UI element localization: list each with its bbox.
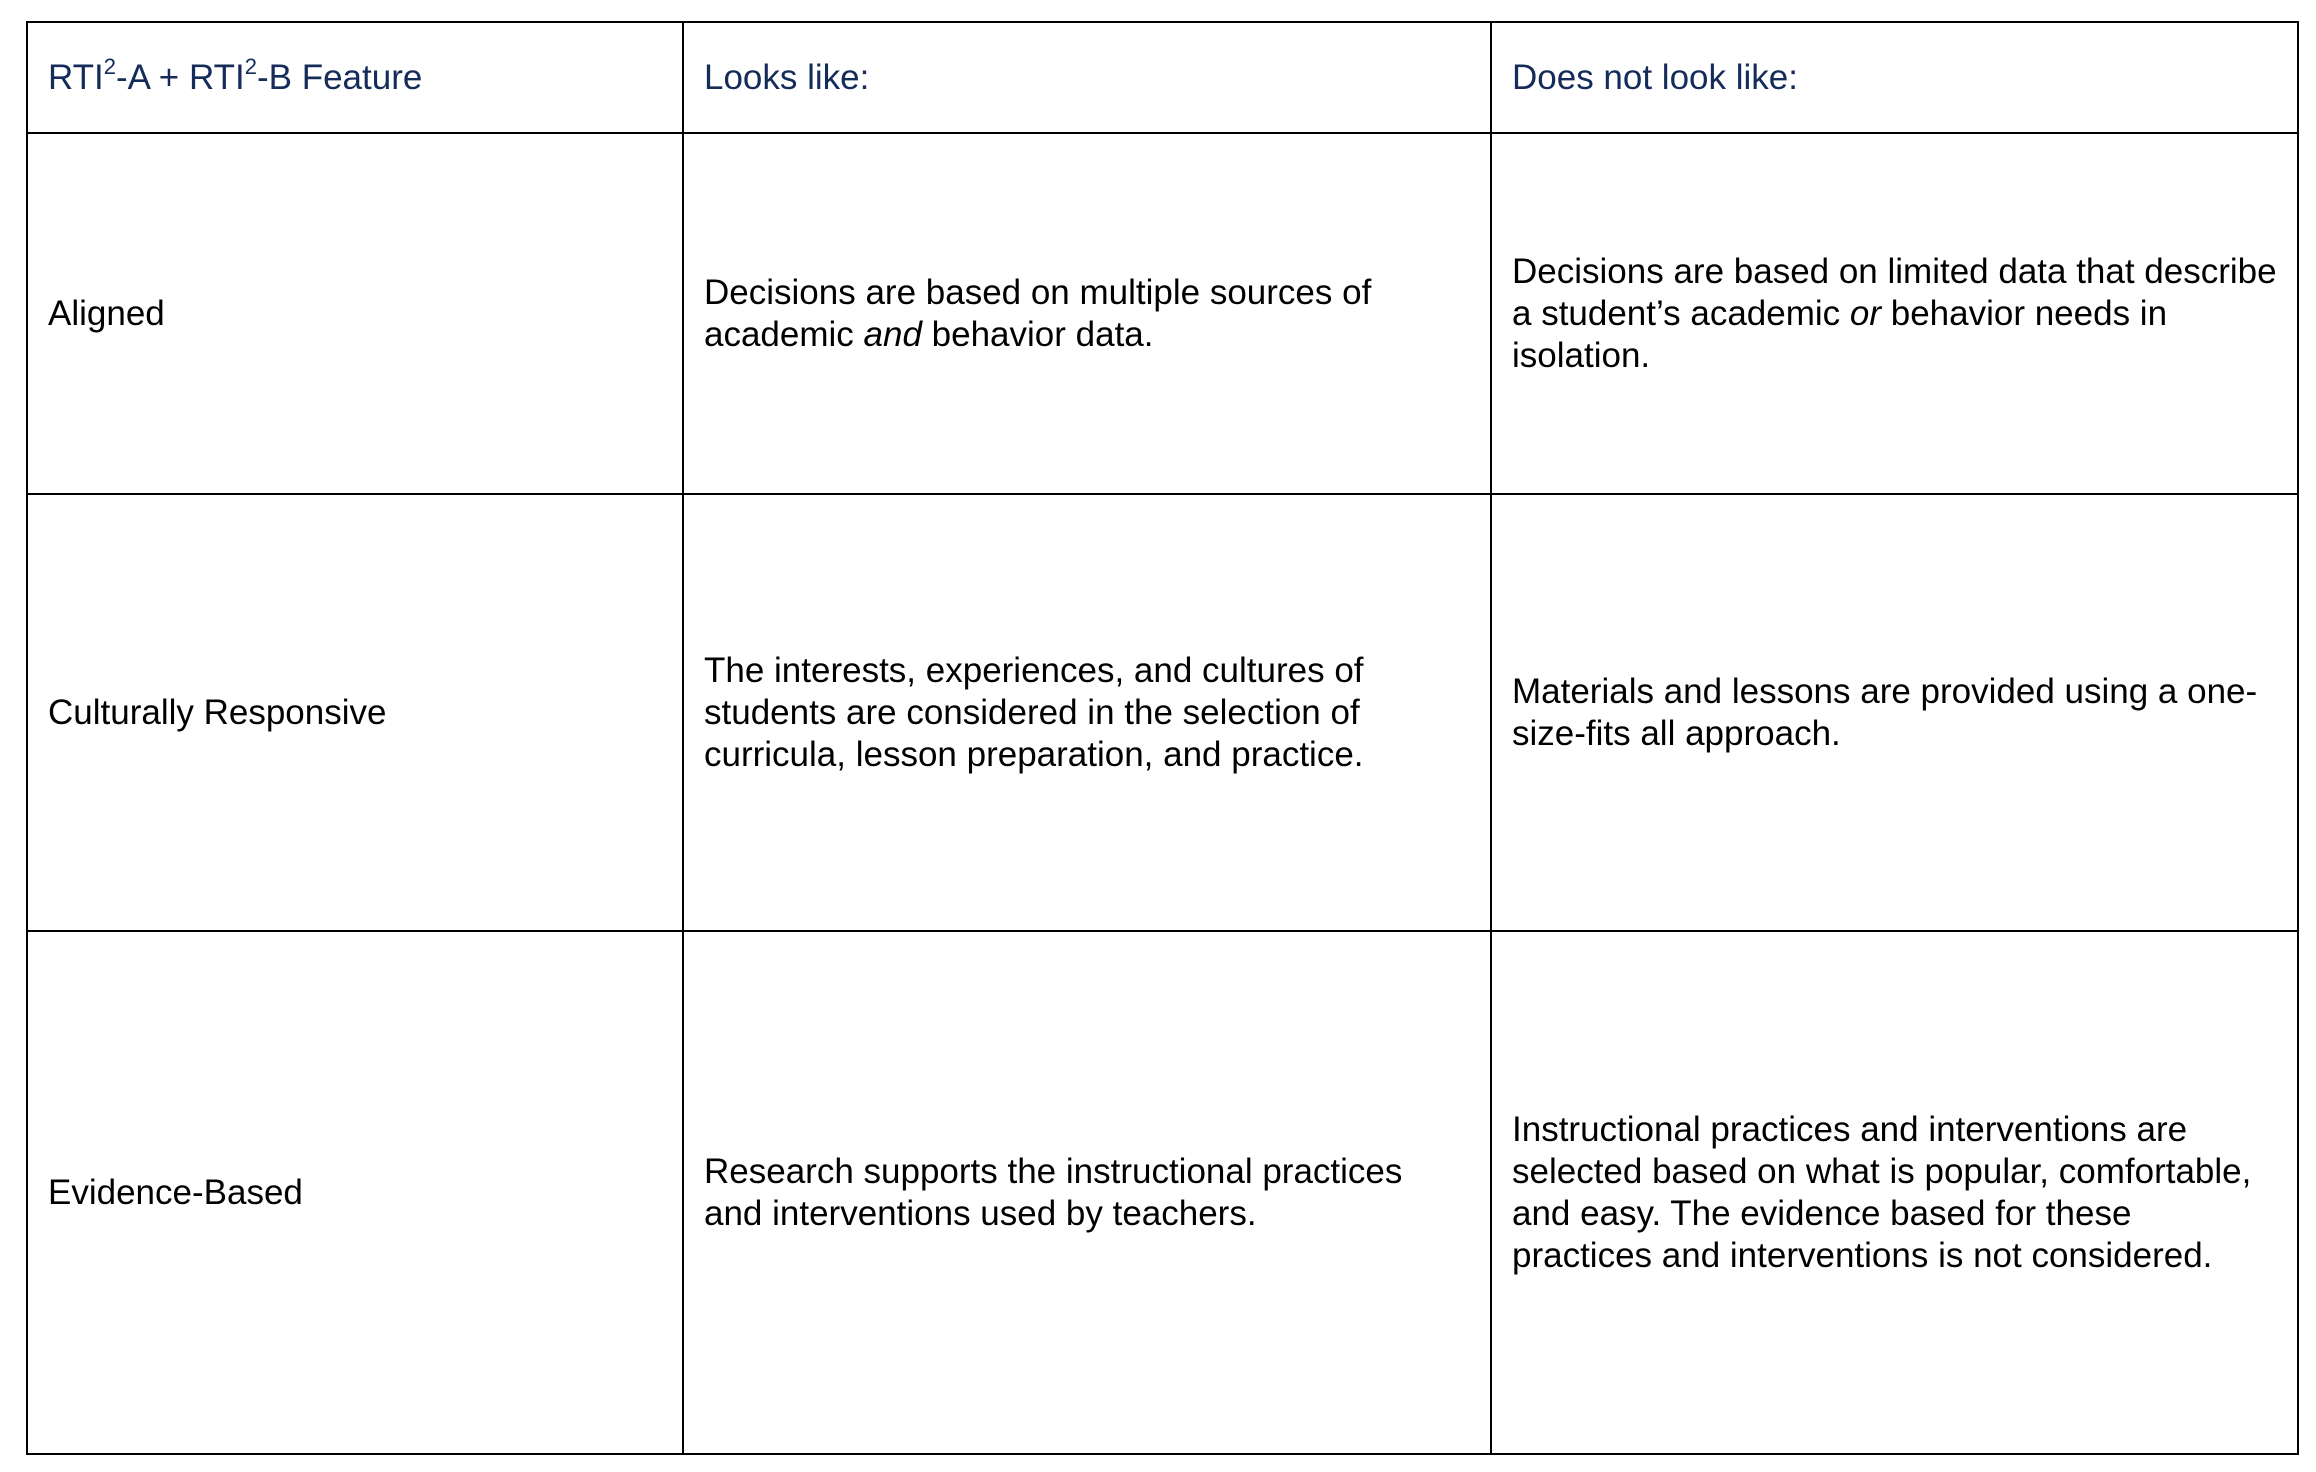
feature-aligned: Aligned bbox=[27, 133, 683, 494]
does-not-look-like-aligned-text-end: behavior needs in isolation. bbox=[1512, 293, 2168, 375]
table-row bbox=[27, 931, 2298, 1454]
header-feature-part3: -B Feature bbox=[256, 57, 423, 97]
does-not-look-like-evidence-based: Instructional practices and interventions are selected based on what is popular, comfortable, and easy. The evidence based for these practices and interventions is not considered. bbox=[1491, 931, 2298, 1454]
does-not-look-like-culturally-responsive: Materials and lessons are provided using a one-size-fits all approach. bbox=[1491, 494, 2298, 931]
header-looks-like: Looks like: bbox=[683, 22, 1491, 133]
header-feature-part1: RTI bbox=[48, 57, 104, 97]
looks-like-aligned bbox=[683, 133, 1491, 494]
feature-evidence-based: Evidence-Based bbox=[27, 931, 683, 1454]
looks-like-aligned-emphasis: and bbox=[863, 314, 922, 354]
header-feature-sup1: 2 bbox=[103, 53, 116, 79]
feature-culturally-responsive: Culturally Responsive bbox=[27, 494, 683, 931]
looks-like-aligned-text: Decisions are based on multiple sources of academic bbox=[704, 272, 1372, 354]
rti-feature-table bbox=[26, 21, 2299, 1455]
header-feature bbox=[27, 22, 683, 133]
does-not-look-like-aligned bbox=[1491, 133, 2298, 494]
table-row bbox=[27, 494, 2298, 931]
header-feature-part2: -A + RTI bbox=[116, 57, 245, 97]
does-not-look-like-aligned-text: Decisions are based on limited data that describe a student’s academic bbox=[1512, 251, 2277, 333]
header-feature-sup2: 2 bbox=[244, 53, 257, 79]
table-header-row bbox=[27, 22, 2298, 133]
does-not-look-like-aligned-emphasis: or bbox=[1849, 293, 1882, 333]
looks-like-evidence-based: Research supports the instructional practices and interventions used by teachers. bbox=[683, 931, 1491, 1454]
looks-like-aligned-text-end: behavior data. bbox=[921, 314, 1154, 354]
table-row bbox=[27, 133, 2298, 494]
looks-like-culturally-responsive: The interests, experiences, and cultures of students are considered in the selection of curricula, lesson preparation, and practice. bbox=[683, 494, 1491, 931]
header-does-not-look-like: Does not look like: bbox=[1491, 22, 2298, 133]
